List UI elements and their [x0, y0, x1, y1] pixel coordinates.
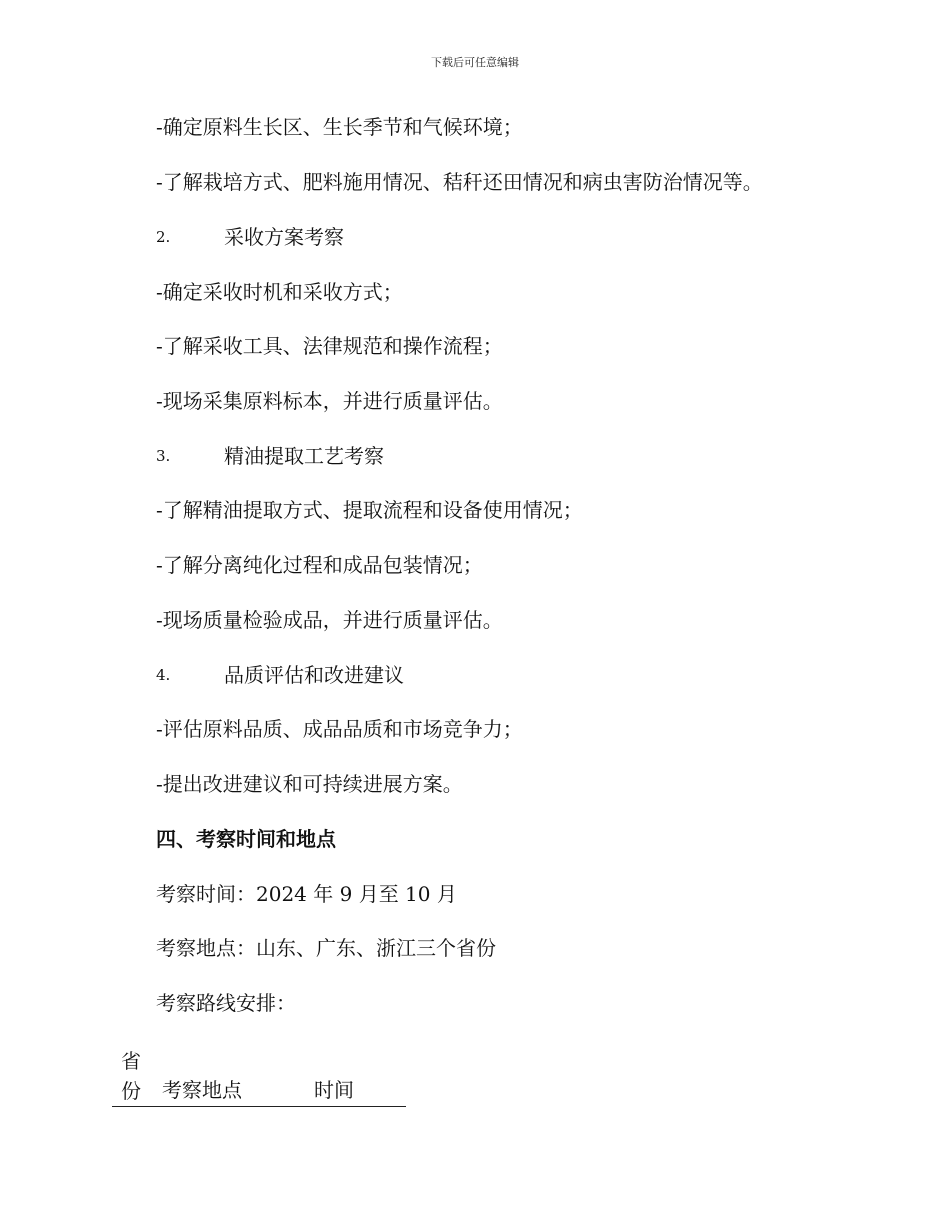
- section-four-title: 四、考察时间和地点: [156, 827, 336, 851]
- section-heading: 品质评估和改进建议: [224, 663, 404, 687]
- table-header-location: 考察地点: [162, 1078, 242, 1102]
- inspection-time: 考察时间：2024 年 9 月至 10 月: [156, 882, 457, 906]
- route-arrangement-label: 考察路线安排：: [156, 991, 296, 1015]
- list-item: -了解分离纯化过程和成品包装情况；: [156, 553, 483, 577]
- section-heading: 采收方案考察: [224, 225, 344, 249]
- list-item: -了解栽培方式、肥料施用情况、秸秆还田情况和病虫害防治情况等。: [156, 170, 763, 194]
- section-heading: 精油提取工艺考察: [224, 444, 384, 468]
- list-item: -了解采收工具、法律规范和操作流程；: [156, 334, 503, 358]
- inspection-location: 考察地点：山东、广东、浙江三个省份: [156, 936, 496, 960]
- list-item: -提出改进建议和可持续进展方案。: [156, 772, 463, 796]
- section-number: 2.: [156, 228, 171, 246]
- route-table: [112, 1046, 406, 1107]
- list-item: -确定采收时机和采收方式；: [156, 280, 403, 304]
- section-number: 3.: [156, 447, 171, 465]
- section-number: 4.: [156, 666, 171, 684]
- list-item: -现场采集原料标本，并进行质量评估。: [156, 389, 503, 413]
- page-header-note: 下载后可任意编辑: [431, 56, 519, 69]
- table-header-time: 时间: [314, 1078, 354, 1102]
- table-header-province: 省份: [121, 1049, 141, 1103]
- list-item: -评估原料品质、成品品质和市场竞争力；: [156, 717, 523, 741]
- list-item: -现场质量检验成品，并进行质量评估。: [156, 608, 503, 632]
- list-item: -确定原料生长区、生长季节和气候环境；: [156, 115, 523, 139]
- list-item: -了解精油提取方式、提取流程和设备使用情况；: [156, 498, 583, 522]
